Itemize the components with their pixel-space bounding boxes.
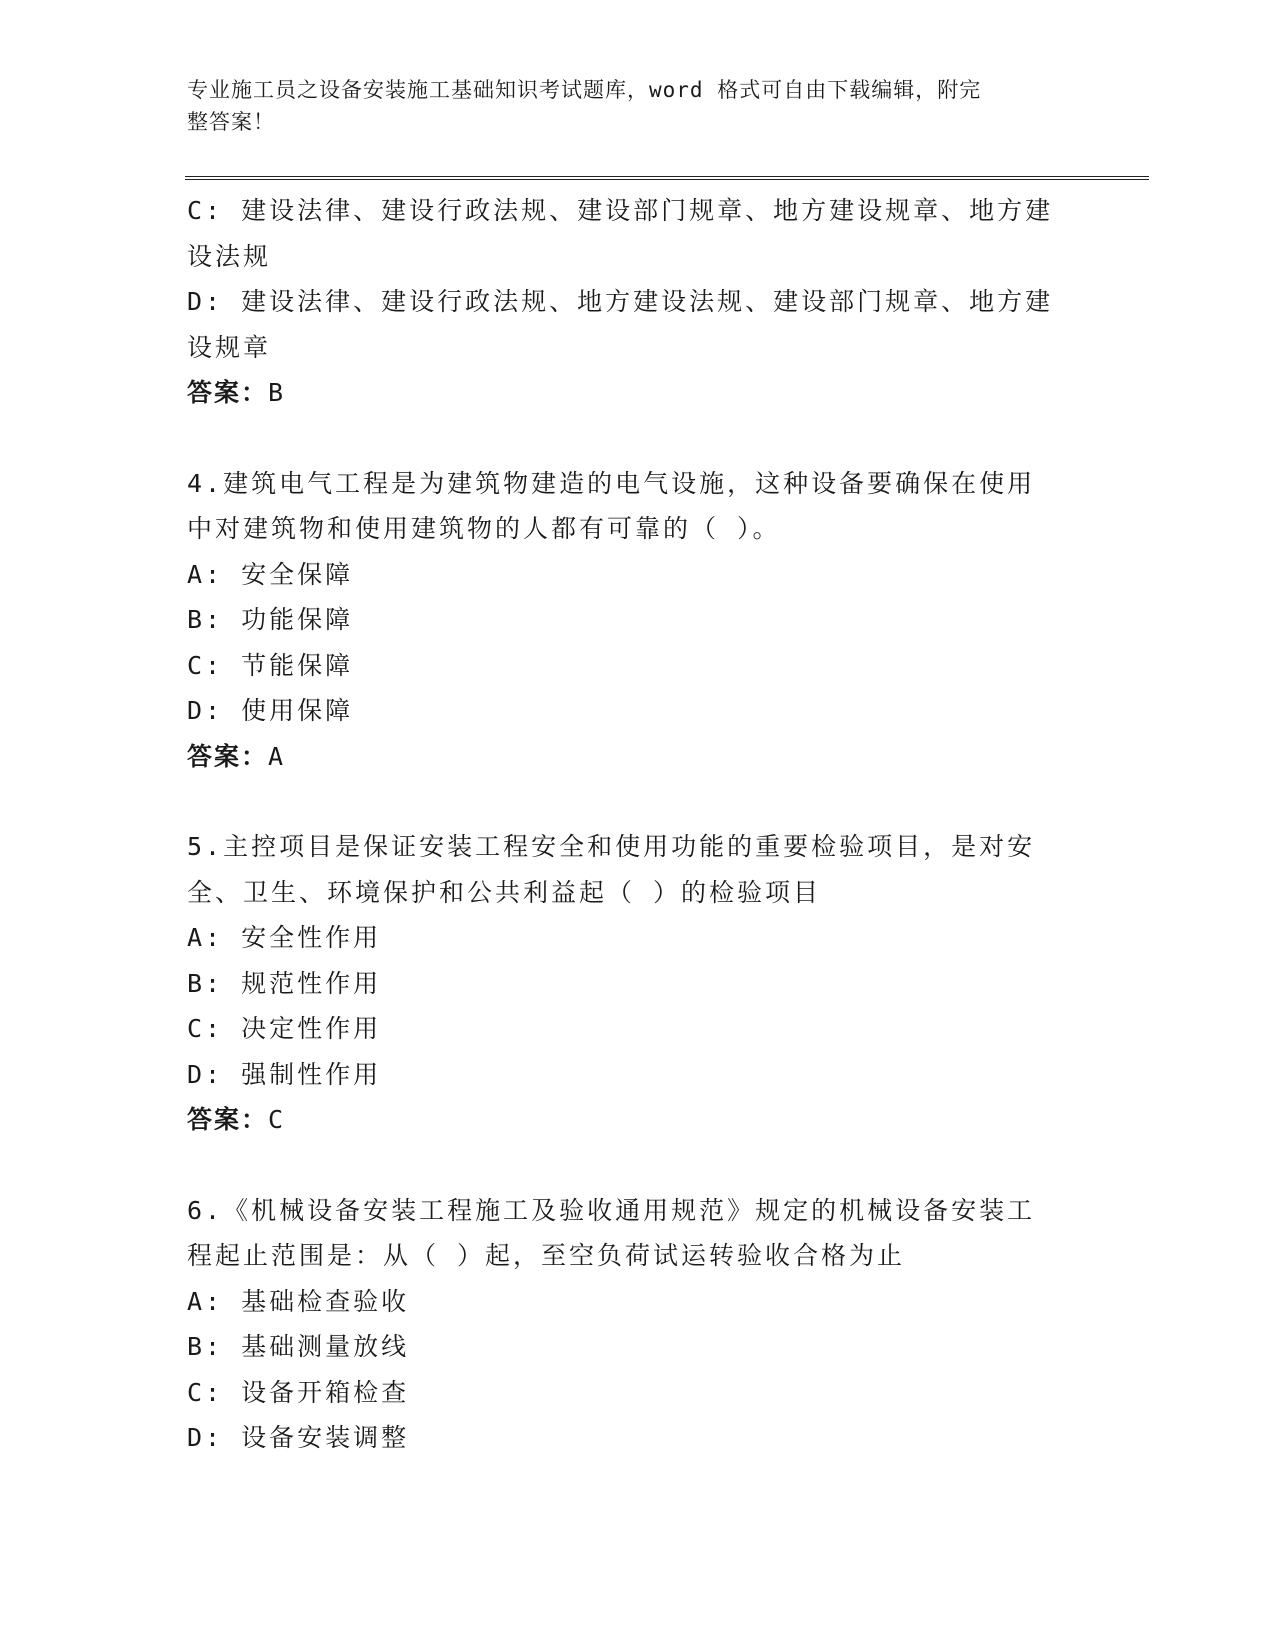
- answer-label: 答案：: [187, 378, 269, 407]
- answer-value: B: [268, 378, 286, 407]
- option-c-continued: 设法规: [187, 241, 272, 271]
- spacer: [187, 1143, 1067, 1188]
- question-stem: 5.主控项目是保证安装工程安全和使用功能的重要检验项目，是对安: [187, 832, 1036, 861]
- answer-label: 答案：: [187, 741, 269, 771]
- answer-label: 答案：: [187, 1105, 269, 1134]
- spacer: [187, 416, 1067, 461]
- answer: [187, 1097, 1067, 1143]
- question-3-tail: [187, 188, 1067, 416]
- option-a: A: 安全性作用: [187, 923, 382, 952]
- page-header: [187, 74, 1067, 138]
- question-stem-continued: 全、卫生、环境保护和公共利益起（ ）的检验项目: [187, 877, 822, 907]
- answer: [187, 370, 1067, 416]
- option-d: D: 强制性作用: [187, 1059, 382, 1089]
- question-stem: 4.建筑电气工程是为建筑物建造的电气设施，这种设备要确保在使用: [187, 468, 1036, 498]
- option-c: C: 决定性作用: [187, 1014, 382, 1043]
- question-4: [187, 461, 1067, 780]
- option-c: C: 节能保障: [187, 650, 354, 680]
- option-b: B: 规范性作用: [187, 968, 382, 998]
- question-stem-continued: 中对建筑物和使用建筑物的人都有可靠的（ ）。: [187, 514, 781, 543]
- option-b: B: 基础测量放线: [187, 1332, 410, 1361]
- option-b: B: 功能保障: [187, 605, 354, 634]
- spacer: [187, 779, 1067, 824]
- question-6: [187, 1188, 1067, 1461]
- option-c: C: 设备开箱检查: [187, 1377, 410, 1407]
- header-divider: [185, 176, 1149, 180]
- question-5: [187, 824, 1067, 1143]
- answer: [187, 734, 1067, 780]
- question-list: [187, 188, 1067, 1461]
- question-stem-continued: 程起止范围是：从（ ）起，至空负荷试运转验收合格为止: [187, 1241, 906, 1270]
- option-c: C: 建设法律、建设行政法规、建设部门规章、地方建设规章、地方建: [187, 196, 1054, 225]
- option-d: D: 设备安装调整: [187, 1423, 410, 1452]
- option-d: D: 使用保障: [187, 696, 354, 725]
- header-line-1: 专业施工员之设备安装施工基础知识考试题库，word 格式可自由下载编辑，附完: [187, 78, 982, 102]
- option-d-continued: 设规章: [187, 332, 272, 362]
- option-a: A: 安全保障: [187, 559, 354, 589]
- option-d: D: 建设法律、建设行政法规、地方建设法规、建设部门规章、地方建: [187, 287, 1054, 316]
- option-a: A: 基础检查验收: [187, 1286, 410, 1316]
- question-stem: 6.《机械设备安装工程施工及验收通用规范》规定的机械设备安装工: [187, 1195, 1036, 1225]
- answer-value: A: [268, 741, 286, 771]
- header-line-2: 整答案！: [187, 110, 275, 134]
- answer-value: C: [268, 1105, 286, 1134]
